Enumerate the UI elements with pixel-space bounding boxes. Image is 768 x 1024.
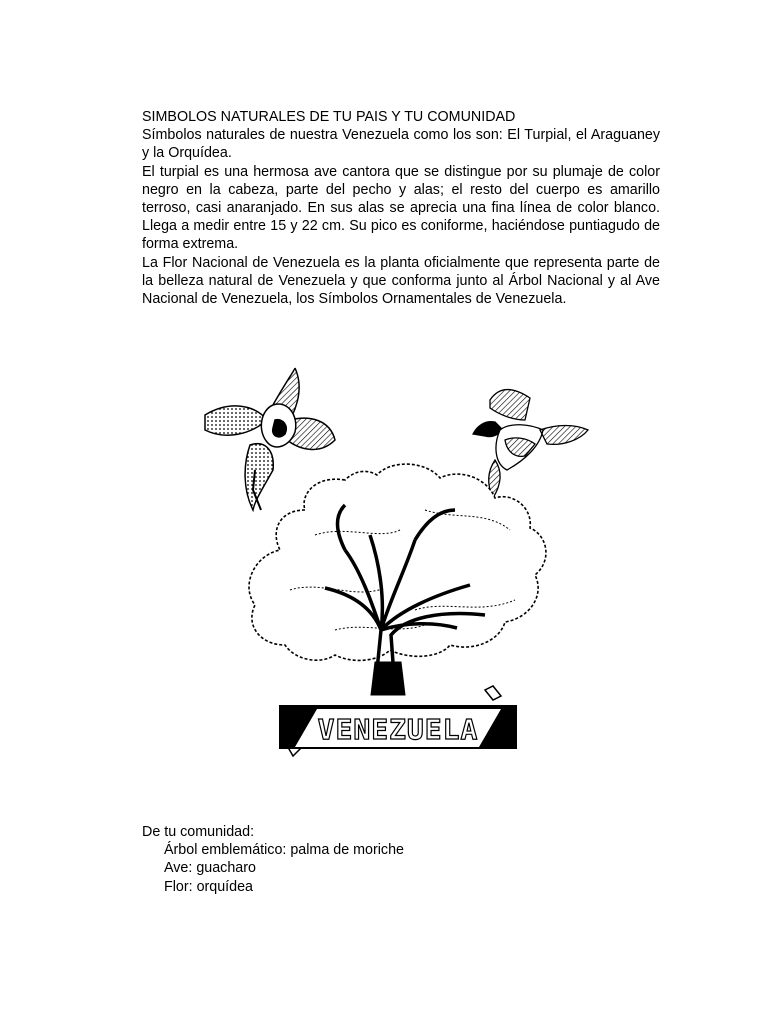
banner-text: VENEZUELA: [317, 713, 479, 746]
paragraph-flor: La Flor Nacional de Venezuela es la planta oficialmente que representa parte de la belleza natural de Venezuela y que conforma junto al Árbol Nacional y al Ave Nacional de Venezuela, los Símbolos Ornamentales de Venezuela.: [142, 254, 660, 308]
list-item: Flor: orquídea: [164, 878, 254, 895]
venezuela-banner: [279, 686, 517, 756]
turpial-bird-icon: [473, 390, 588, 498]
intro-text-block: [142, 108, 660, 308]
community-section: [142, 823, 404, 896]
list-item: Árbol emblemático: palma de moriche: [164, 842, 404, 859]
community-heading: De tu comunidad:: [142, 824, 255, 840]
paragraph-turpial: El turpial es una hermosa ave cantora que se distingue por su plumaje de color negro en la cabeza, parte del pecho y alas; el resto del cuerpo es amarillo terroso, casi anaranjado. En sus alas se aprecia una fina línea de color blanco. Llega a medir entre 15 y 22 cm. Su pico es coniforme, haciéndose puntiagudo de forma extrema.: [142, 163, 660, 253]
page-title: SIMBOLOS NATURALES DE TU PAIS Y TU COMUNIDAD: [142, 109, 516, 125]
paragraph-symbols: Símbolos naturales de nuestra Venezuela como los son: El Turpial, el Araguaney y la Orquídea.: [142, 127, 660, 162]
araguaney-tree-icon: [249, 464, 546, 695]
national-symbols-illustration: [195, 360, 595, 770]
list-item: Ave: guacharo: [164, 860, 256, 877]
